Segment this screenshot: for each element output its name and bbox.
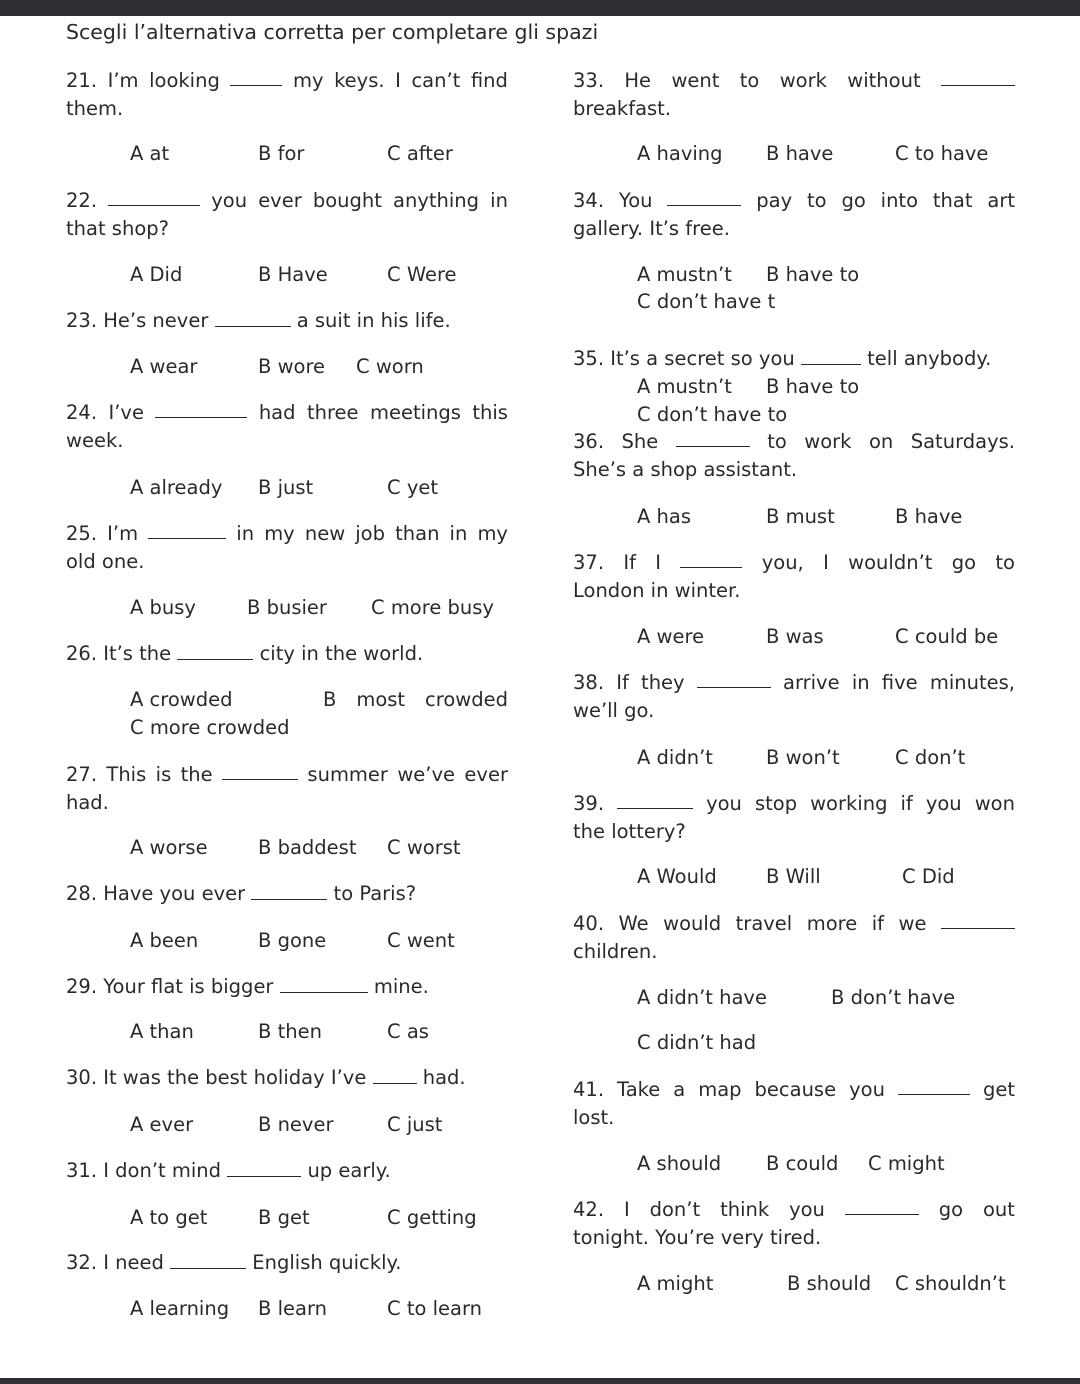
q42-word: out — [982, 1198, 1015, 1221]
q38-word: 38. — [573, 671, 605, 694]
q24-word: meetings — [369, 401, 461, 424]
q31-text-end: up early. — [307, 1159, 391, 1182]
q41-line2: lost. — [573, 1106, 615, 1129]
question-23 — [66, 307, 508, 335]
q42-word: you — [789, 1198, 825, 1221]
question-27 — [66, 761, 508, 817]
bottom-bar — [0, 1378, 1080, 1384]
q36-word: 36. — [573, 430, 605, 453]
q38-word: arrive — [783, 671, 840, 694]
q36-word: to — [767, 430, 787, 453]
question-42 — [573, 1196, 1015, 1252]
q21-option-a[interactable]: A at — [130, 142, 170, 165]
q38-option-a[interactable]: A didn’t — [637, 746, 713, 769]
question-34 — [573, 187, 1015, 243]
q35-text-end: tell anybody. — [867, 347, 992, 370]
q28-option-b[interactable]: B gone — [258, 929, 327, 952]
answer-blank[interactable] — [280, 974, 368, 993]
q37-option-b[interactable]: B was — [766, 625, 824, 648]
question-25 — [66, 520, 508, 576]
q41-word: a — [673, 1078, 686, 1101]
q36-word: on — [868, 430, 894, 453]
q30-text-start: 30. It was the best holiday I’ve — [66, 1066, 367, 1089]
q38-word: they — [641, 671, 685, 694]
q42-word: I — [623, 1198, 630, 1221]
answer-blank[interactable] — [676, 428, 750, 447]
answer-blank[interactable] — [170, 1250, 246, 1269]
q21-word: I’m — [107, 69, 139, 92]
q41-word: because — [754, 1078, 837, 1101]
q27-word: we’ve — [397, 763, 456, 786]
q24-line2: week. — [66, 429, 124, 452]
q25-word: than — [395, 522, 440, 545]
q35-option-b[interactable]: B have to — [766, 375, 860, 398]
q40-word: 40. — [573, 912, 605, 935]
answer-blank[interactable] — [941, 910, 1015, 929]
page-title: Scegli l’alternativa corretta per completare gli spazi — [66, 20, 599, 44]
q35-text-start: 35. It’s a secret so you — [573, 347, 795, 370]
question-39 — [573, 790, 1015, 846]
q25-word: I’m — [107, 522, 139, 545]
question-40 — [573, 910, 1015, 966]
q39-word: working — [810, 792, 888, 815]
question-26 — [66, 640, 508, 668]
q36-option-b[interactable]: B must — [766, 505, 835, 528]
q25-option-b[interactable]: B busier — [247, 596, 327, 619]
q26-option-b-part: crowded — [425, 688, 508, 711]
q21-word: keys. — [334, 69, 385, 92]
answer-blank[interactable] — [215, 308, 291, 327]
q30-option-a[interactable]: A ever — [130, 1113, 194, 1136]
q36-word: She — [621, 430, 659, 453]
q39-word: 39. — [573, 792, 605, 815]
q21-word: I — [395, 69, 401, 92]
q33-word: without — [847, 69, 921, 92]
q24-word: 24. — [66, 401, 98, 424]
q37-word: you, — [761, 551, 804, 574]
q30-option-b[interactable]: B never — [258, 1113, 334, 1136]
q41-option-c[interactable]: C might — [868, 1152, 945, 1175]
q23-text-end: a suit in his life. — [296, 309, 451, 332]
answer-blank[interactable] — [373, 1065, 417, 1084]
q29-text-end: mine. — [373, 975, 429, 998]
q35-option-a[interactable]: A mustn’t — [637, 375, 732, 398]
q33-word: went — [671, 69, 720, 92]
q30-text-end: had. — [422, 1066, 466, 1089]
q38-word: minutes, — [929, 671, 1015, 694]
q32-option-b[interactable]: B learn — [258, 1297, 327, 1320]
q40-word: travel — [735, 912, 793, 935]
q33-option-b[interactable]: B have — [766, 142, 834, 165]
question-33 — [573, 67, 1015, 123]
q40-line2: children. — [573, 940, 658, 963]
q41-option-b[interactable]: B could — [766, 1152, 839, 1175]
q26-option-b-part: most — [356, 688, 406, 711]
q23-option-c[interactable]: C worn — [356, 355, 424, 378]
q21-word: find — [470, 69, 508, 92]
q34-word: You — [618, 189, 653, 212]
q25-word: my — [264, 522, 295, 545]
answer-blank[interactable] — [177, 641, 253, 660]
q25-word: 25. — [66, 522, 98, 545]
q42-word: 42. — [573, 1198, 605, 1221]
q40-word: would — [663, 912, 722, 935]
q34-option-c[interactable]: C don’t have t — [637, 290, 776, 313]
q40-word: if — [871, 912, 885, 935]
question-31 — [66, 1157, 508, 1185]
q26-option-a[interactable]: A crowded — [130, 688, 233, 711]
q35-option-c[interactable]: C don’t have to — [637, 403, 788, 426]
q40-word: more — [806, 912, 858, 935]
answer-blank[interactable] — [108, 187, 200, 206]
q31-option-b[interactable]: B get — [258, 1206, 310, 1229]
q33-word: He — [624, 69, 652, 92]
answer-blank[interactable] — [898, 1076, 970, 1095]
q39-option-c[interactable]: C Did — [902, 865, 955, 888]
q40-word: we — [898, 912, 927, 935]
question-36 — [573, 428, 1015, 484]
q39-word: you — [925, 792, 962, 815]
q38-word: If — [616, 671, 629, 694]
q21-word: 21. — [66, 69, 98, 92]
answer-blank[interactable] — [155, 399, 247, 418]
q39-line2: the lottery? — [573, 820, 686, 843]
q21-option-b[interactable]: B for — [258, 142, 305, 165]
q25-word: in — [449, 522, 468, 545]
q42-word: don’t — [649, 1198, 701, 1221]
question-29 — [66, 973, 508, 1001]
q34-line2: gallery. It’s free. — [573, 217, 730, 240]
q21-option-c[interactable]: C after — [387, 142, 453, 165]
q24-word: I’ve — [108, 401, 144, 424]
q34-word: that — [932, 189, 973, 212]
q37-word: I — [823, 551, 829, 574]
q41-word: 41. — [573, 1078, 605, 1101]
q41-word: get — [982, 1078, 1015, 1101]
q34-word: art — [987, 189, 1015, 212]
question-24 — [66, 399, 508, 455]
question-30 — [66, 1064, 508, 1092]
q42-line2: tonight. You’re very tired. — [573, 1226, 822, 1249]
q40-option-a[interactable]: A didn’t have — [637, 986, 767, 1009]
q34-word: pay — [756, 189, 793, 212]
q33-line2: breakfast. — [573, 97, 672, 120]
q26-text-start: 26. It’s the — [66, 642, 172, 665]
q39-word: won — [974, 792, 1015, 815]
q37-word: wouldn’t — [848, 551, 933, 574]
q34-option-b[interactable]: B have to — [766, 263, 860, 286]
answer-blank[interactable] — [230, 67, 282, 86]
q40-word: We — [618, 912, 649, 935]
q42-word: go — [938, 1198, 964, 1221]
answer-blank[interactable] — [667, 187, 741, 206]
q30-option-c[interactable]: C just — [387, 1113, 443, 1136]
q24-option-a[interactable]: A already — [130, 476, 223, 499]
q22-word: ever — [258, 189, 302, 212]
q24-option-b[interactable]: B just — [258, 476, 314, 499]
answer-blank[interactable] — [222, 761, 298, 780]
q38-option-c[interactable]: C don’t — [895, 746, 966, 769]
q27-word: ever — [464, 763, 508, 786]
q23-text-start: 23. He’s never — [66, 309, 209, 332]
q28-option-a[interactable]: A been — [130, 929, 199, 952]
q31-option-a[interactable]: A to get — [130, 1206, 208, 1229]
q25-word: in — [236, 522, 255, 545]
q29-option-a[interactable]: A than — [130, 1020, 194, 1043]
q41-option-a[interactable]: A should — [637, 1152, 722, 1175]
answer-blank[interactable] — [680, 549, 742, 568]
q27-word: summer — [307, 763, 388, 786]
q25-line2: old one. — [66, 550, 145, 573]
question-35 — [573, 345, 1015, 373]
q36-line2: She’s a shop assistant. — [573, 458, 798, 481]
q29-option-c[interactable]: C as — [387, 1020, 429, 1043]
answer-blank[interactable] — [697, 669, 771, 688]
q42-word: think — [720, 1198, 770, 1221]
q39-word: if — [900, 792, 913, 815]
q39-word: you — [706, 792, 742, 815]
top-bar — [0, 0, 1080, 16]
q22-word: anything — [393, 189, 480, 212]
q32-text-start: 32. I need — [66, 1251, 164, 1274]
q34-word: go — [841, 189, 866, 212]
q34-word: 34. — [573, 189, 605, 212]
q38-word: five — [881, 671, 918, 694]
question-21 — [66, 67, 508, 123]
q31-text-start: 31. I don’t mind — [66, 1159, 222, 1182]
q41-word: Take — [617, 1078, 661, 1101]
q21-word: can’t — [411, 69, 461, 92]
q31-option-c[interactable]: C getting — [387, 1206, 477, 1229]
q33-word: 33. — [573, 69, 605, 92]
q41-word: map — [698, 1078, 742, 1101]
answer-blank[interactable] — [801, 346, 861, 365]
q27-line2: had. — [66, 791, 109, 814]
q29-option-b[interactable]: B then — [258, 1020, 322, 1043]
q39-word: stop — [754, 792, 798, 815]
q24-option-c[interactable]: C yet — [387, 476, 438, 499]
q22-word: bought — [312, 189, 382, 212]
q39-option-b[interactable]: B Will — [766, 865, 821, 888]
q27-word: the — [180, 763, 213, 786]
answer-blank[interactable] — [251, 881, 327, 900]
q34-word: to — [807, 189, 827, 212]
q29-text-start: 29. Your flat is bigger — [66, 975, 274, 998]
q27-option-b[interactable]: B baddest — [258, 836, 357, 859]
q36-option-a[interactable]: A has — [637, 505, 692, 528]
q33-option-a[interactable]: A having — [637, 142, 723, 165]
q37-line2: London in winter. — [573, 579, 741, 602]
q33-word: work — [779, 69, 827, 92]
question-41 — [573, 1076, 1015, 1132]
q21-line2: them. — [66, 97, 124, 120]
q25-word: new — [304, 522, 346, 545]
q37-word: to — [995, 551, 1015, 574]
q38-line2: we’ll go. — [573, 699, 655, 722]
answer-blank[interactable] — [941, 67, 1015, 86]
q26-text-end: city in the world. — [259, 642, 424, 665]
q40-option-b[interactable]: B don’t have — [831, 986, 956, 1009]
q33-word: to — [739, 69, 760, 92]
q22-word: you — [211, 189, 248, 212]
q25-word: my — [477, 522, 508, 545]
answer-blank[interactable] — [227, 1158, 301, 1177]
q22-option-b[interactable]: B Have — [258, 263, 328, 286]
q39-option-a[interactable]: A Would — [637, 865, 717, 888]
question-22 — [66, 187, 508, 243]
q27-word: is — [155, 763, 172, 786]
q32-option-a[interactable]: A learning — [130, 1297, 230, 1320]
q38-option-b[interactable]: B won’t — [766, 746, 840, 769]
q25-option-a[interactable]: A busy — [130, 596, 196, 619]
q37-word: If — [623, 551, 636, 574]
answer-blank[interactable] — [617, 790, 693, 809]
q24-word: this — [472, 401, 508, 424]
q22-word: in — [490, 189, 508, 212]
q22-word: 22. — [66, 189, 98, 212]
q28-text-start: 28. Have you ever — [66, 882, 246, 905]
q42-option-a[interactable]: A might — [637, 1272, 714, 1295]
q26-option-b[interactable] — [323, 686, 508, 714]
question-37 — [573, 549, 1015, 605]
q27-word: This — [106, 763, 147, 786]
q26-option-c[interactable]: C more crowded — [130, 716, 290, 739]
q42-option-c[interactable]: C shouldn’t — [895, 1272, 1006, 1295]
q36-word: work — [804, 430, 852, 453]
q28-text-end: to Paris? — [333, 882, 417, 905]
q28-option-c[interactable]: C went — [387, 929, 455, 952]
q42-option-b[interactable]: B should — [787, 1272, 872, 1295]
answer-blank[interactable] — [148, 520, 226, 539]
q24-word: had — [258, 401, 296, 424]
q27-option-c[interactable]: C worst — [387, 836, 461, 859]
q37-word: 37. — [573, 551, 605, 574]
q25-option-c[interactable]: C more busy — [371, 596, 494, 619]
q22-option-c[interactable]: C Were — [387, 263, 457, 286]
q22-option-a[interactable]: A Did — [130, 263, 183, 286]
q32-option-c[interactable]: C to learn — [387, 1297, 482, 1320]
q24-word: three — [306, 401, 359, 424]
q32-text-end: English quickly. — [252, 1251, 402, 1274]
q37-word: go — [951, 551, 977, 574]
q23-option-b[interactable]: B wore — [258, 355, 326, 378]
q36-option-c[interactable]: B have — [895, 505, 963, 528]
q41-word: you — [849, 1078, 885, 1101]
question-38 — [573, 669, 1015, 725]
q26-option-b-part: B — [323, 688, 337, 711]
q37-option-a[interactable]: A were — [637, 625, 705, 648]
q38-word: in — [851, 671, 870, 694]
q21-word: looking — [149, 69, 220, 92]
q27-word: 27. — [66, 763, 98, 786]
q21-word: my — [292, 69, 324, 92]
q37-word: I — [655, 551, 662, 574]
q34-option-a[interactable]: A mustn’t — [637, 263, 732, 286]
q23-option-a[interactable]: A wear — [130, 355, 198, 378]
question-28 — [66, 880, 508, 908]
q33-option-c[interactable]: C to have — [895, 142, 989, 165]
q34-word: into — [880, 189, 919, 212]
question-32 — [66, 1249, 508, 1277]
q37-option-c[interactable]: C could be — [895, 625, 999, 648]
q36-word: Saturdays. — [910, 430, 1015, 453]
answer-blank[interactable] — [845, 1196, 919, 1215]
q25-word: job — [355, 522, 385, 545]
q27-option-a[interactable]: A worse — [130, 836, 208, 859]
q22-line2: that shop? — [66, 217, 169, 240]
q40-option-c[interactable]: C didn’t had — [637, 1031, 757, 1054]
